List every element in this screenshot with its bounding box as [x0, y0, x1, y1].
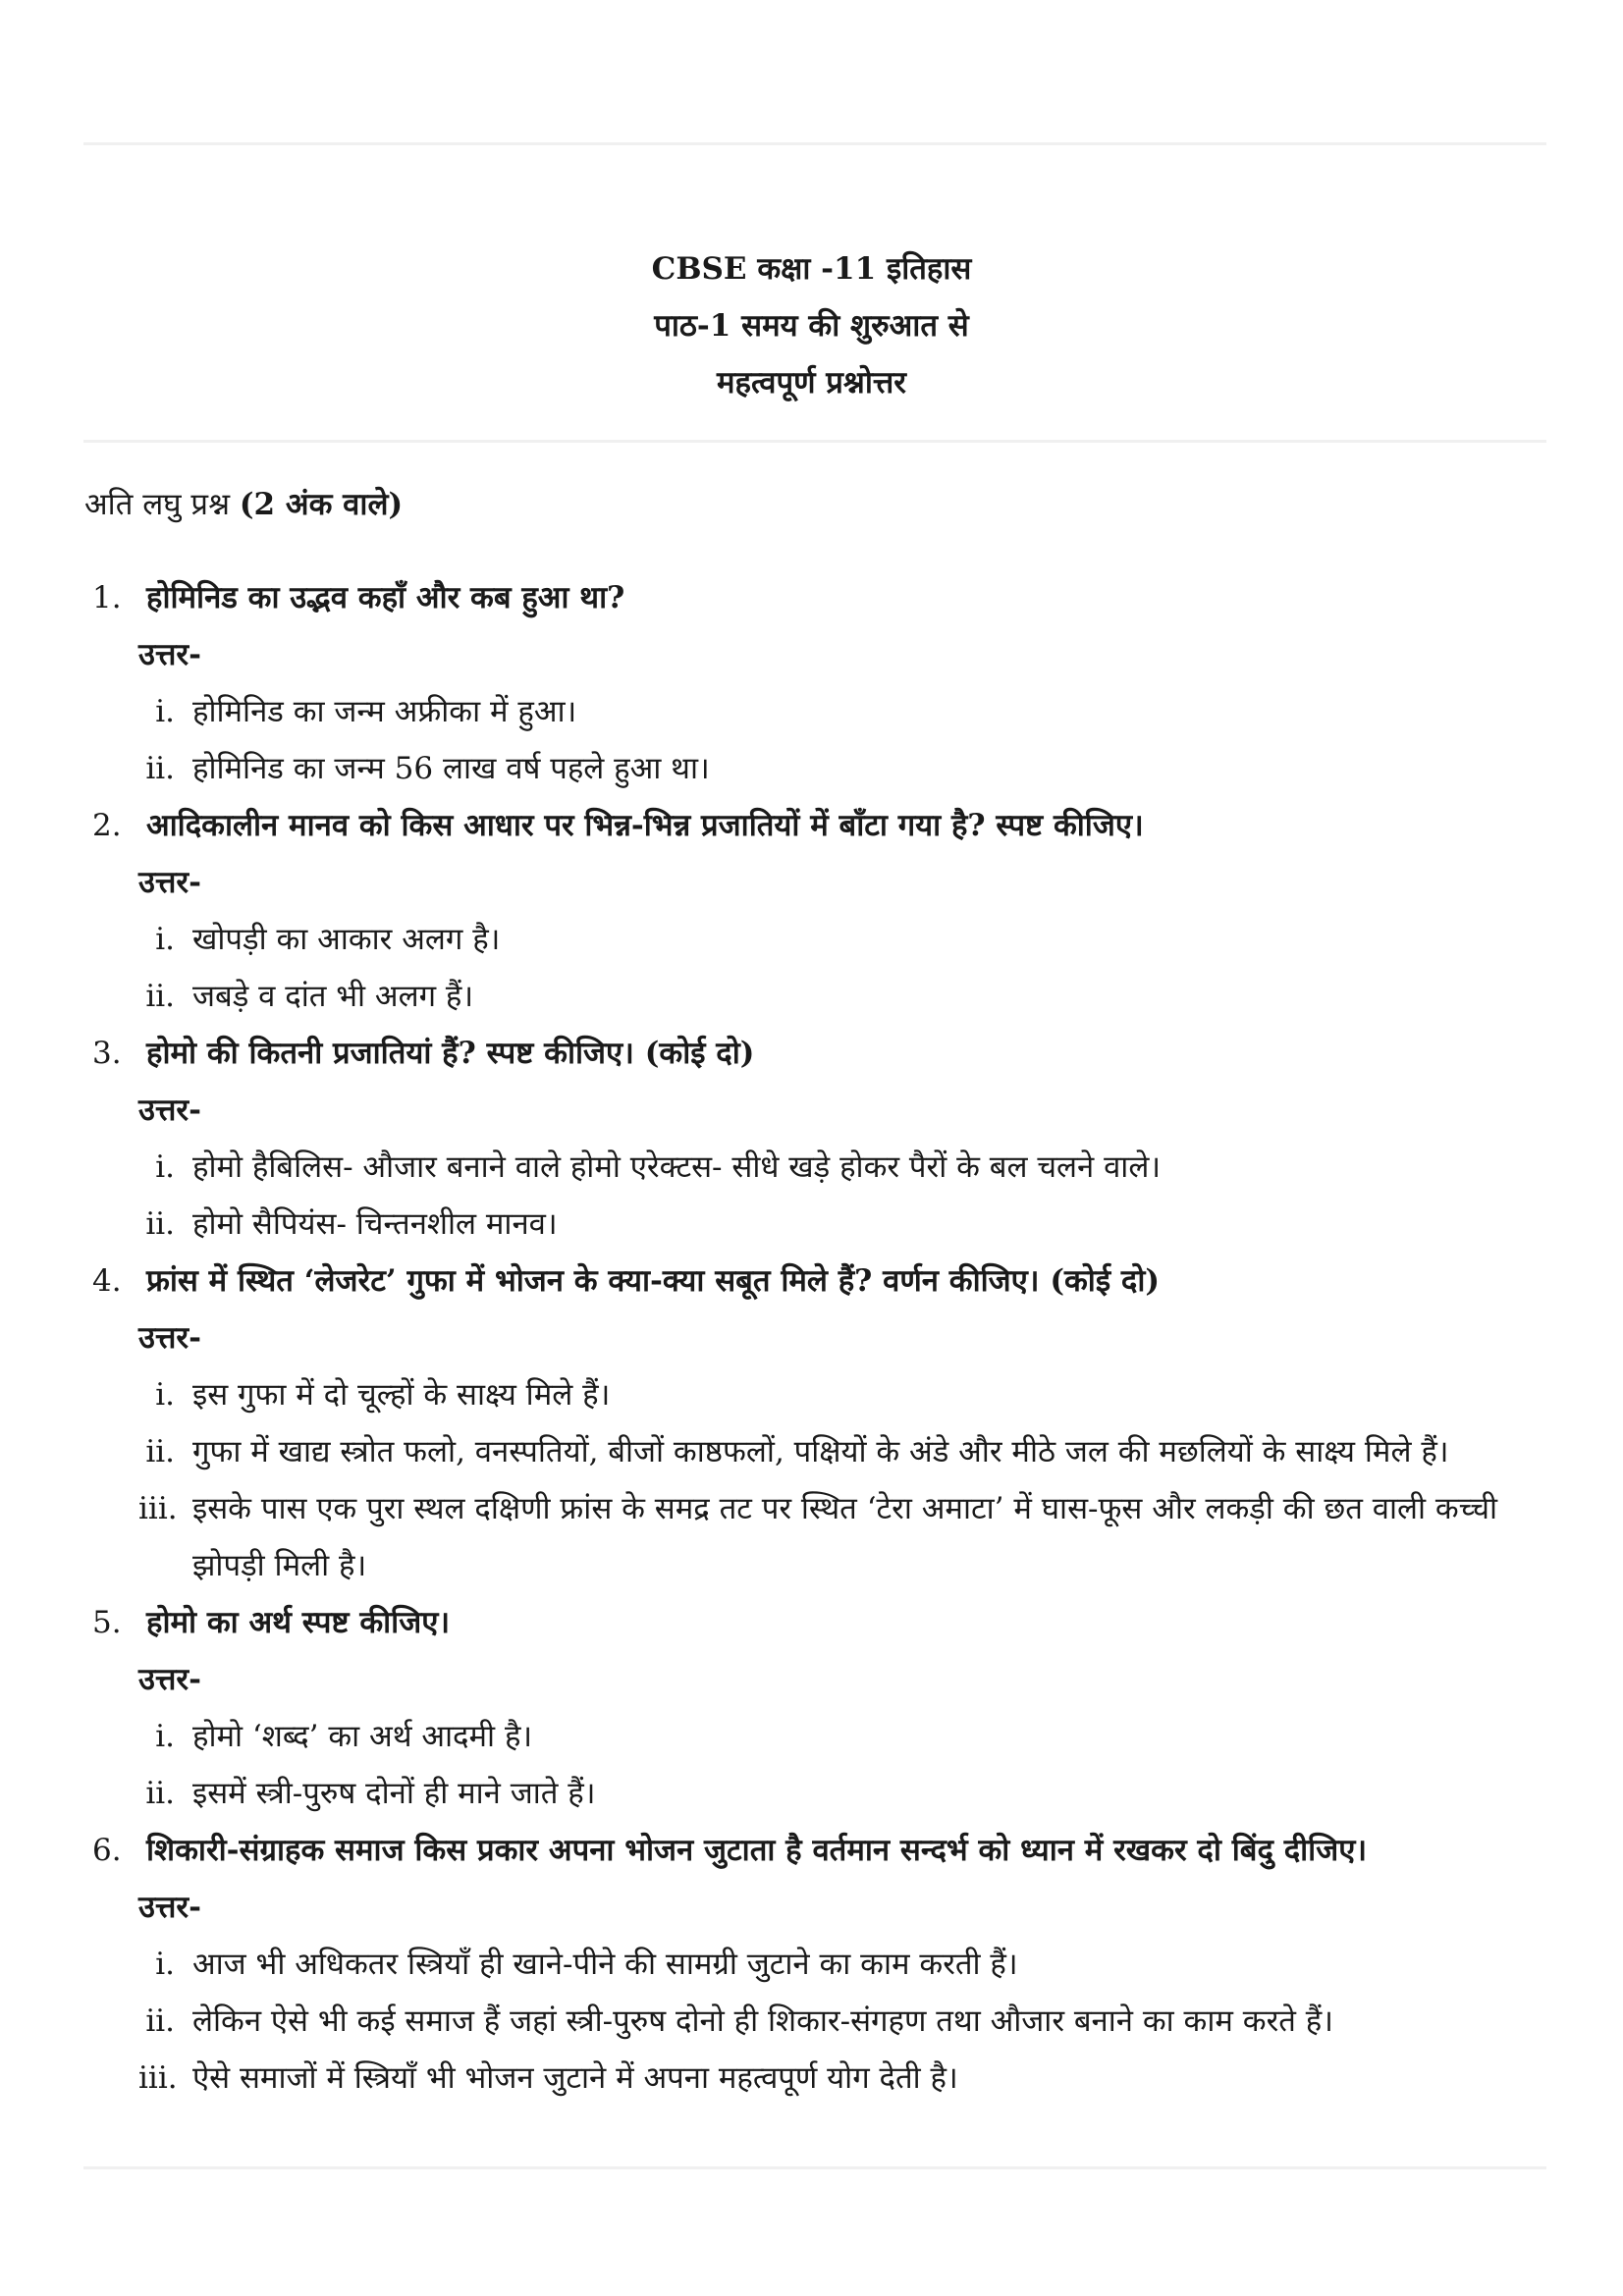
answer-numeral: iii. — [138, 2060, 178, 2096]
answer-numeral: ii. — [145, 2003, 175, 2039]
question-line — [84, 797, 1538, 854]
answer-list — [84, 1936, 1538, 2107]
answer-numeral: i. — [155, 1377, 175, 1413]
question-text: आदिकालीन मानव को किस आधार पर भिन्न-भिन्न प्रजातियों में बाँटा गया है? स्पष्ट कीजिए। — [146, 808, 1144, 843]
answer-text: होमिनिड का जन्म अफ्रीका में हुआ। — [192, 694, 577, 729]
answer-numeral: ii. — [145, 1206, 175, 1242]
answer-text: इस गुफा में दो चूल्हों के साक्ष्य मिले हैं। — [192, 1377, 611, 1413]
question-line — [84, 569, 1538, 626]
answer-numeral: ii. — [145, 1776, 175, 1811]
answer-text: होमो ‘शब्द’ का अर्थ आदमी है। — [192, 1719, 533, 1754]
answer-text: इसके पास एक पुरा स्थल दक्षिणी फ्रांस के समद्र तट पर स्थित ‘टेरा अमाटा’ में घास-फूस और लकड़ी की छत वाली कच्ची झोपड़ी मिली है। — [192, 1491, 1498, 1583]
answer-item — [84, 1765, 1538, 1822]
answer-text: जबड़े व दांत भी अलग हैं। — [192, 979, 474, 1014]
answer-numeral: ii. — [145, 979, 175, 1014]
question-number: 2. — [92, 808, 122, 843]
answer-numeral: ii. — [145, 751, 175, 786]
answer-numeral: ii. — [145, 1434, 175, 1469]
answer-text: होमो हैबिलिस- औजार बनाने वाले होमो एरेक्टस- सीधे खड़े होकर पैरों के बल चलने वाले। — [192, 1149, 1162, 1185]
question-line — [84, 1822, 1538, 1879]
question-line — [84, 1025, 1538, 1082]
answer-text: खोपड़ी का आकार अलग है। — [192, 922, 501, 957]
answer-item — [84, 1423, 1538, 1480]
answer-item — [84, 911, 1538, 968]
question-line — [84, 1253, 1538, 1309]
answer-label: उत्तर- — [138, 1320, 201, 1356]
question-number: 3. — [92, 1036, 122, 1071]
question-block — [84, 1594, 1538, 1822]
answer-label: उत्तर- — [138, 1093, 201, 1128]
header-type: महत्वपूर्ण प्रश्नोत्तर — [717, 365, 906, 400]
answer-text: होमिनिड का जन्म 56 लाख वर्ष पहले हुआ था। — [192, 751, 710, 786]
answer-list — [84, 1708, 1538, 1822]
answer-item — [84, 1196, 1538, 1253]
question-list — [84, 569, 1538, 2107]
question-text: होमो का अर्थ स्पष्ट कीजिए। — [146, 1605, 451, 1640]
answer-text: गुफा में खाद्य स्त्रोत फलो, वनस्पतियों, बीजों काष्ठफलों, पक्षियों के अंडे और मीठे जल की मछलियों के साक्ष्य मिले हैं। — [192, 1434, 1449, 1469]
header-chapter: पाठ-1 समय की शुरुआत से — [654, 308, 969, 344]
answer-item — [84, 1139, 1538, 1196]
answer-text: ऐसे समाजों में स्त्रियाँ भी भोजन जुटाने में अपना महत्वपूर्ण योग देती है। — [192, 2060, 958, 2096]
question-block — [84, 1253, 1538, 1594]
answer-label: उत्तर- — [138, 865, 201, 900]
answer-item — [84, 2050, 1538, 2107]
question-text: होमो की कितनी प्रजातियां हैं? स्पष्ट कीजिए। (कोई दो) — [146, 1036, 755, 1071]
question-number: 4. — [92, 1263, 122, 1299]
answer-item — [84, 1366, 1538, 1423]
answer-label: उत्तर- — [138, 637, 201, 672]
answer-list — [84, 1366, 1538, 1594]
header-subject: CBSE कक्षा -11 इतिहास — [651, 251, 972, 287]
answer-list — [84, 911, 1538, 1025]
section-marks: (2 अंक वाले) — [239, 487, 404, 522]
document-header — [0, 240, 1623, 411]
answer-item — [84, 1993, 1538, 2050]
answer-list — [84, 1139, 1538, 1253]
answer-numeral: iii. — [138, 1491, 178, 1526]
answer-label: उत्तर- — [138, 1662, 201, 1697]
answer-item — [84, 740, 1538, 797]
answer-item — [84, 968, 1538, 1025]
answer-numeral: i. — [155, 694, 175, 729]
question-block — [84, 797, 1538, 1025]
question-number: 5. — [92, 1605, 122, 1640]
answer-text: होमो सैपियंस- चिन्तनशील मानव। — [192, 1206, 558, 1242]
bottom-divider — [83, 2166, 1546, 2169]
answer-item — [84, 1936, 1538, 1993]
header-divider — [83, 440, 1546, 443]
answer-numeral: i. — [155, 1149, 175, 1185]
answer-numeral: i. — [155, 1719, 175, 1754]
question-block — [84, 569, 1538, 797]
section-title-text: अति लघु प्रश्न — [84, 487, 230, 522]
answer-label: उत्तर- — [138, 1890, 201, 1925]
question-line — [84, 1594, 1538, 1651]
answer-text: आज भी अधिकतर स्त्रियाँ ही खाने-पीने की सामग्री जुटाने का काम करती हैं। — [192, 1947, 1018, 1982]
question-text: फ्रांस में स्थित ‘लेजरेट’ गुफा में भोजन के क्या-क्या सबूत मिले हैं? वर्णन कीजिए। (कोई दो) — [146, 1263, 1161, 1299]
answer-item — [84, 1708, 1538, 1765]
top-divider — [83, 142, 1546, 145]
section-heading — [84, 483, 403, 526]
question-text: होमिनिड का उद्भव कहाँ और कब हुआ था? — [146, 580, 625, 615]
question-text: शिकारी-संग्राहक समाज किस प्रकार अपना भोजन जुटाता है वर्तमान सन्दर्भ को ध्यान में रखकर दो बिंदु दीजिए। — [146, 1833, 1368, 1868]
answer-list — [84, 683, 1538, 797]
question-block — [84, 1025, 1538, 1253]
answer-text: इसमें स्त्री-पुरुष दोनों ही माने जाते हैं। — [192, 1776, 596, 1811]
answer-item — [84, 683, 1538, 740]
question-number: 1. — [92, 580, 122, 615]
question-number: 6. — [92, 1833, 122, 1868]
answer-text: लेकिन ऐसे भी कई समाज हैं जहां स्त्री-पुरुष दोनो ही शिकार-संगहण तथा औजार बनाने का काम करते हैं। — [192, 2003, 1333, 2039]
answer-numeral: i. — [155, 922, 175, 957]
question-block — [84, 1822, 1538, 2107]
answer-item — [84, 1480, 1538, 1594]
answer-numeral: i. — [155, 1947, 175, 1982]
